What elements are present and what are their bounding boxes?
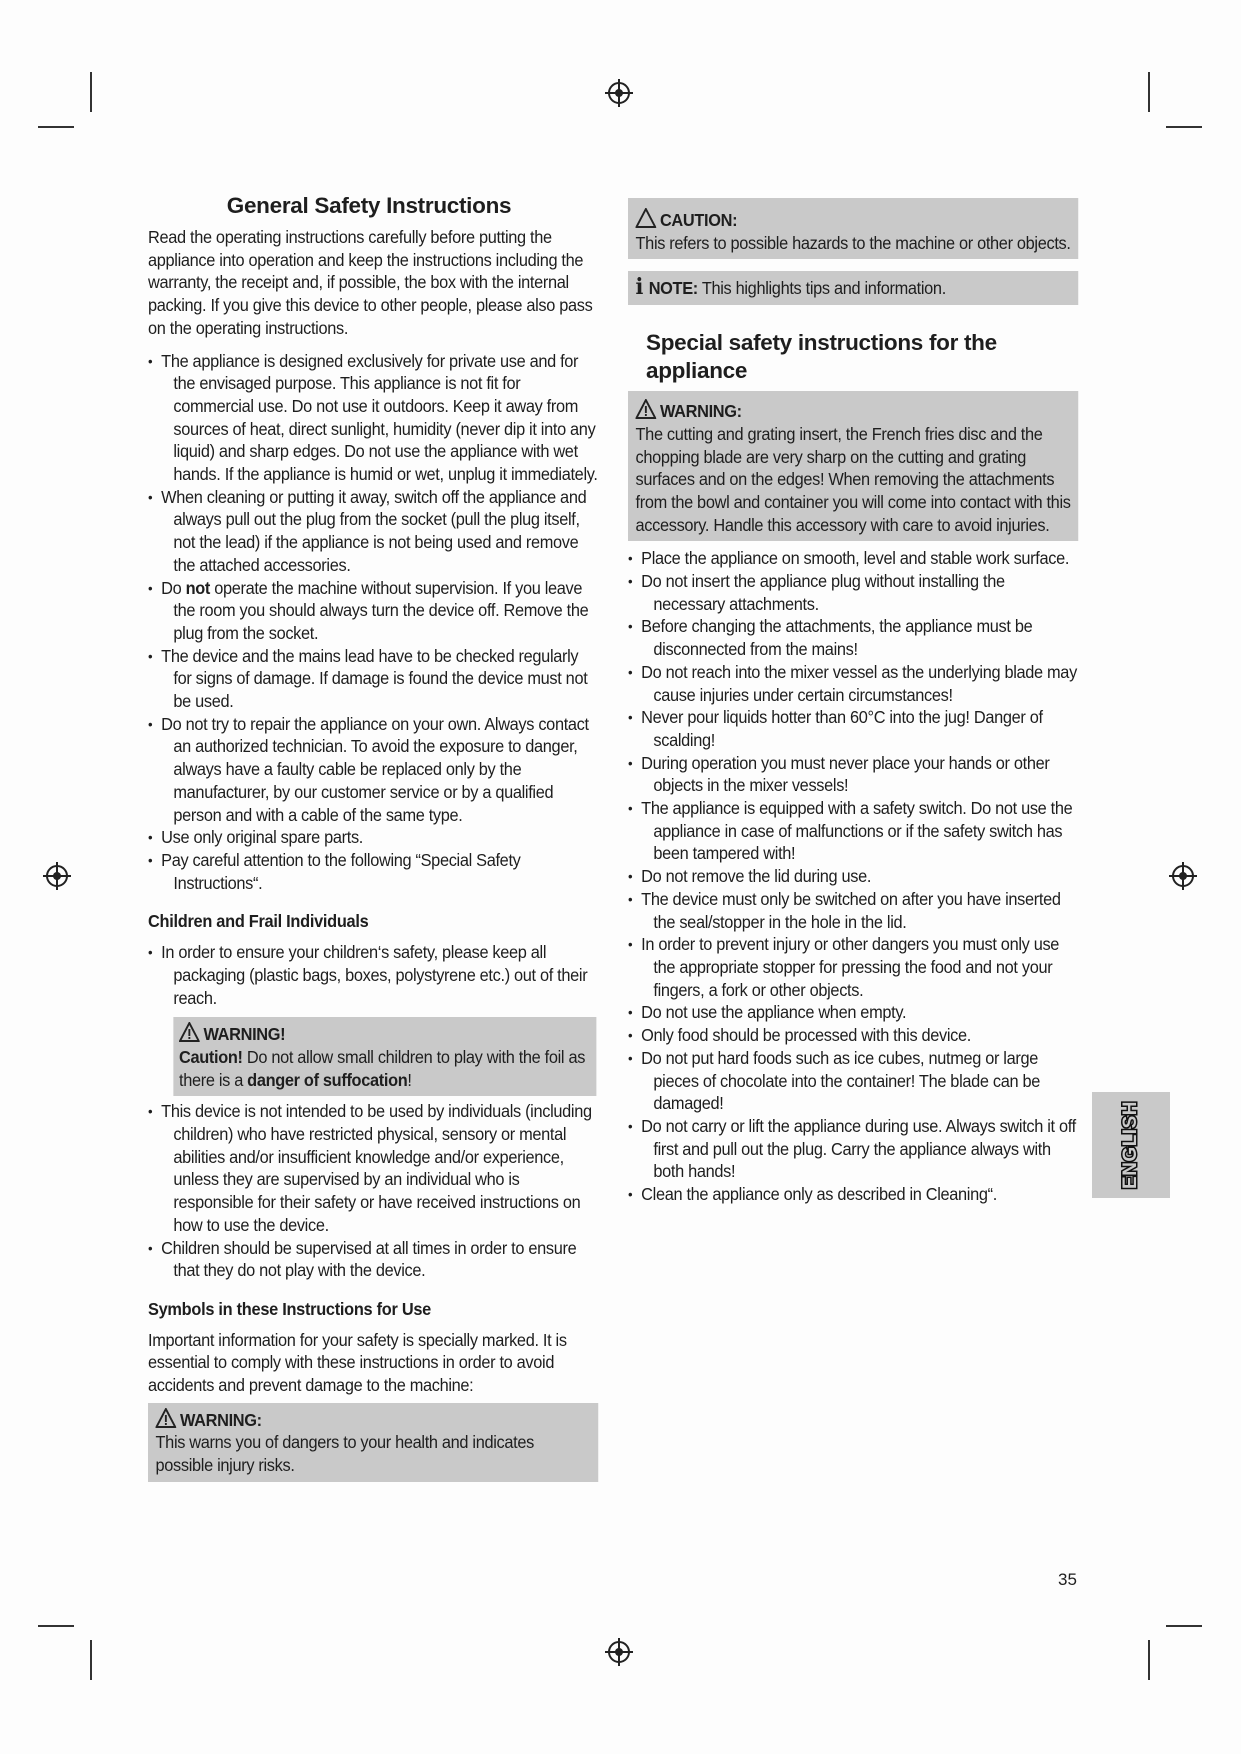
text-span: Do not allow small children to play with the foil as there is a (179, 1046, 586, 1090)
left-column (148, 192, 600, 1482)
list-item: • Do not put hard foods such as ice cubes, nutmeg or large pieces of chocolate into the container! The blade can be damaged! (628, 1047, 1078, 1115)
symbols-heading: Symbols in these Instructions for Use (148, 1298, 431, 1319)
list-item: • Pay careful attention to the following “Special Safety Instructions“. (148, 849, 598, 894)
intro-paragraph: Read the operating instructions carefully before putting the appliance into operation and keep the instructions including the warranty, the receipt and, if possible, the box with the internal packing. If you give this device to other people, please also pass on the operating instructions. (148, 227, 593, 338)
crop-mark (38, 126, 74, 128)
note-text: This highlights tips and information. (701, 278, 946, 299)
list-item: • Do not carry or lift the appliance during use. Always switch it off first and pull out the plug. Carry the appliance always with both hands! (628, 1115, 1078, 1183)
caution-triangle-icon (636, 208, 657, 228)
note-symbol-box (628, 271, 1078, 305)
list-item: • When cleaning or putting it away, switch off the appliance and always pull out the plug from the socket (pull the plug itself, not the lead) if the appliance is not being used and remove the attached accessories. (148, 486, 598, 577)
language-tab-label: ENGLISH (1120, 1101, 1141, 1189)
children-bullet-list (148, 941, 598, 1009)
right-column (628, 198, 1080, 1206)
warning-label (179, 1022, 589, 1046)
warning-label (156, 1408, 591, 1432)
list-item: • The device and the mains lead have to be checked regularly for signs of damage. If damage is found the device must not be used. (148, 645, 598, 713)
info-icon: i (635, 274, 644, 301)
note-label: NOTE: (648, 278, 698, 299)
list-item: • This device is not intended to be used by individuals (including children) who have restricted physical, sensory or mental abilities and/or insufficient knowledge and/or experience, unless they are supervised by an individual who is responsible for their safety or have received instructions on how to use the device. (148, 1100, 598, 1236)
crop-mark (1148, 72, 1150, 112)
caution-label (636, 208, 1071, 232)
list-item: • Do not use the appliance when empty. (628, 1001, 1078, 1024)
blade-warning-box (628, 391, 1078, 541)
warning-label-text: WARNING! (203, 1024, 286, 1045)
registration-mark-icon (604, 78, 634, 108)
warning-symbol-box (148, 1403, 598, 1482)
list-item: • The device must only be switched on after you have inserted the seal/stopper in the hole in the lid. (628, 888, 1078, 933)
list-item: • Children should be supervised at all times in order to ensure that they do not play with the device. (148, 1237, 598, 1282)
list-item: • During operation you must never place your hands or other objects in the mixer vessels! (628, 752, 1078, 797)
warning-text (179, 1046, 589, 1091)
children-bullet-list-2 (148, 1100, 598, 1282)
text-span: operate the machine without supervision. If you leave the room you should always turn the device off. Remove the plug from the socket. (173, 577, 589, 643)
list-item: • Before changing the attachments, the appliance must be disconnected from the mains! (628, 615, 1078, 660)
warning-label (636, 399, 1071, 423)
list-item: • Do not remove the lid during use. (628, 865, 1078, 888)
list-item (148, 577, 598, 645)
caution-symbol-box (628, 198, 1078, 259)
registration-mark-icon (1168, 861, 1198, 891)
list-item: • Use only original spare parts. (148, 826, 598, 849)
crop-mark (90, 72, 92, 112)
crop-mark (38, 1625, 74, 1627)
crop-mark (1166, 126, 1202, 128)
special-safety-title: Special safety instructions for the appliance (646, 330, 997, 384)
list-item: • Only food should be processed with this device. (628, 1024, 1078, 1047)
general-safety-title: General Safety Instructions (226, 193, 512, 218)
list-item: • The appliance is equipped with a safety switch. Do not use the appliance in case of malfunctions or if the safety switch has been tampered with! (628, 797, 1078, 865)
list-item: • Clean the appliance only as described in Cleaning“. (628, 1183, 1078, 1206)
warning-triangle-icon (636, 399, 657, 419)
registration-mark-icon (604, 1637, 634, 1667)
children-heading: Children and Frail Individuals (148, 911, 369, 932)
list-item: • Do not reach into the mixer vessel as the underlying blade may cause injuries under certain circumstances! (628, 661, 1078, 706)
list-item: • Do not insert the appliance plug without installing the necessary attachments. (628, 570, 1078, 615)
crop-mark (1148, 1640, 1150, 1680)
warning-label-text: WARNING: (179, 1409, 262, 1430)
list-item: • The appliance is designed exclusively for private use and for the envisaged purpose. This appliance is not fit for commercial use. Do not use it outdoors. Keep it away from sources of heat, direct sunlight, humidity (never dip it into any liquid) and sharp edges. Do not use the appliance with wet hands. If the appliance is humid or wet, unplug it immediately. (148, 350, 598, 486)
list-item: • Do not try to repair the appliance on your own. Always contact an authorized technician. To avoid the exposure to danger, always have a faulty cable be replaced only by the manufacturer, by our customer service or by a qualified person and with a cable of the same type. (148, 713, 598, 827)
symbols-intro: Important information for your safety is specially marked. It is essential to comply with these instructions in order to avoid accidents and prevent damage to the machine: (148, 1329, 567, 1396)
warning-text: This warns you of dangers to your health and indicates possible injury risks. (155, 1432, 534, 1476)
warning-triangle-icon (156, 1408, 177, 1428)
general-bullet-list (148, 350, 598, 895)
list-item: • In order to ensure your children‘s safety, please keep all packaging (plastic bags, boxes, polystyrene etc.) out of their reach. (148, 941, 598, 1009)
caution-label-text: CAUTION: (659, 210, 738, 230)
caution-text: This refers to possible hazards to the machine or other objects. (635, 232, 1071, 253)
suffocation-warning-box (173, 1017, 596, 1096)
list-item: • In order to prevent injury or other dangers you must only use the appropriate stopper for pressing the food and not your fingers, a fork or other objects. (628, 933, 1078, 1001)
crop-mark (1166, 1625, 1202, 1627)
text-span: Do (161, 577, 186, 598)
warning-text: The cutting and grating insert, the French fries disc and the chopping blade are very sharp on the cutting and grating surfaces and on the edges! When removing the attachments from the bowl and container you will come into contact with this accessory. Handle this accessory with care to avoid injuries. (635, 423, 1071, 535)
list-item: • Place the appliance on smooth, level and stable work surface. (628, 547, 1078, 570)
list-item: • Never pour liquids hotter than 60°C into the jug! Danger of scalding! (628, 706, 1078, 751)
caution-bold: Caution! (179, 1046, 243, 1067)
language-tab (1092, 1092, 1170, 1198)
danger-bold: danger of suffocation (247, 1069, 408, 1090)
special-bullet-list (628, 547, 1078, 1205)
text-span: ! (407, 1069, 412, 1090)
warning-triangle-icon (179, 1022, 200, 1042)
registration-mark-icon (42, 861, 72, 891)
warning-label-text: WARNING: (659, 401, 742, 422)
bold-text: not (185, 577, 211, 598)
crop-mark (90, 1640, 92, 1680)
page-number: 35 (1058, 1570, 1077, 1589)
